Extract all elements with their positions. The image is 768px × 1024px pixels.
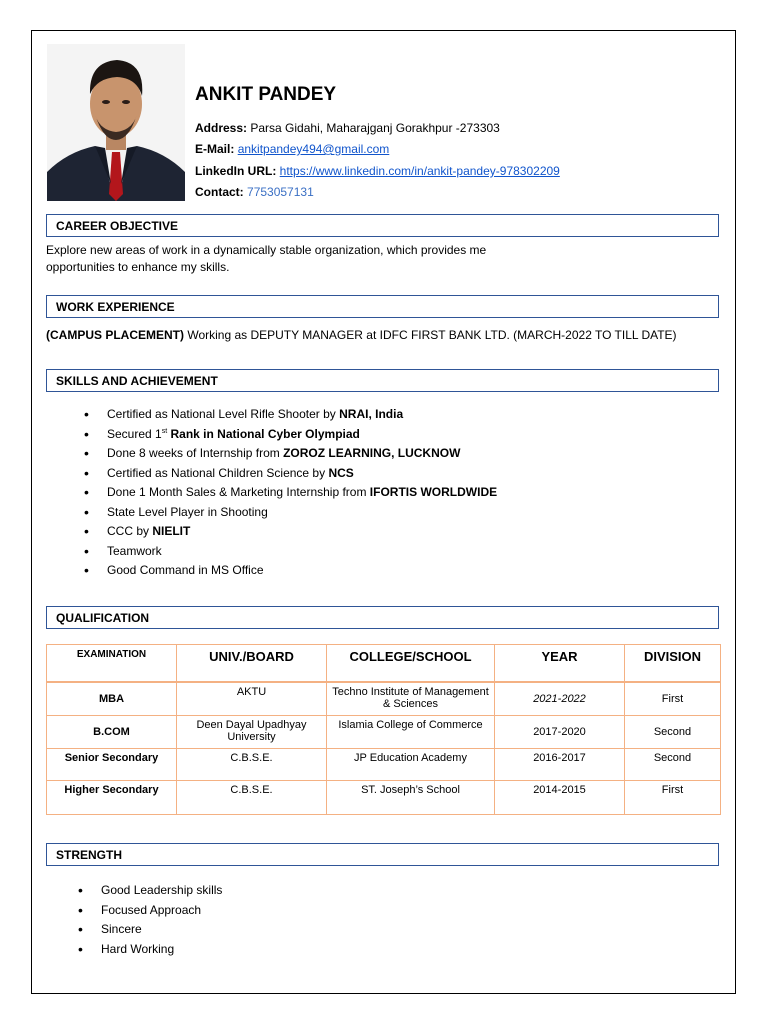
- strength-item: • Focused Approach: [78, 901, 222, 921]
- skill-item: • Done 1 Month Sales & Marketing Internship from IFORTIS WORLDWIDE: [84, 483, 497, 503]
- objective-line-2: opportunities to enhance my skills.: [46, 260, 230, 274]
- skills-header: [46, 369, 719, 392]
- strength-item: • Sincere: [78, 920, 222, 940]
- skills-title: SKILLS AND ACHIEVEMENT: [56, 374, 218, 388]
- table-row: Higher Secondary C.B.S.E. ST. Joseph’s School 2014-2015 First: [47, 780, 721, 814]
- column-header: EXAMINATION: [47, 645, 177, 683]
- candidate-name: ANKIT PANDEY: [195, 84, 337, 105]
- skills-list: [84, 405, 497, 581]
- skill-item: • Good Command in MS Office: [84, 561, 497, 581]
- address-line: [195, 121, 500, 135]
- career-objective-title: CAREER OBJECTIVE: [56, 219, 179, 233]
- qualification-table: [46, 644, 721, 815]
- objective-text: [46, 242, 486, 276]
- address-label: Address:: [195, 121, 248, 135]
- work-experience-header: [46, 295, 719, 318]
- column-header: COLLEGE/SCHOOL: [327, 645, 495, 683]
- skill-item: • Done 8 weeks of Internship from ZOROZ LEARNING, LUCKNOW: [84, 444, 497, 464]
- table-row: B.COM Deen Dayal Upadhyay University Islamia College of Commerce 2017-2020 Second: [47, 715, 721, 748]
- strength-item: • Hard Working: [78, 940, 222, 960]
- strength-header: [46, 843, 719, 866]
- objective-line-1: Explore new areas of work in a dynamically stable organization, which provides me: [46, 243, 487, 257]
- work-prefix: (CAMPUS PLACEMENT): [46, 328, 184, 342]
- career-objective-header: [46, 214, 719, 237]
- skill-item: • Secured 1st Rank in National Cyber Olympiad: [84, 425, 497, 445]
- email-label: E-Mail:: [195, 142, 235, 156]
- contact-phone: 7753057131: [247, 185, 314, 199]
- address-value: Parsa Gidahi, Maharajganj Gorakhpur -273303: [250, 121, 500, 135]
- linkedin-line: [195, 164, 560, 178]
- work-experience-title: WORK EXPERIENCE: [56, 300, 175, 314]
- profile-photo: [47, 44, 185, 201]
- column-header: YEAR: [495, 645, 625, 683]
- linkedin-link[interactable]: https://www.linkedin.com/in/ankit-pandey-978302209: [279, 164, 560, 178]
- skill-item: • Certified as National Children Science by NCS: [84, 464, 497, 484]
- column-header: UNIV./BOARD: [177, 645, 327, 683]
- table-header-row: [47, 645, 721, 683]
- contact-label: Contact:: [195, 185, 244, 199]
- contact-line: [195, 185, 314, 199]
- skill-item: • Certified as National Level Rifle Shooter by NRAI, India: [84, 405, 497, 425]
- email-line: [195, 142, 389, 156]
- table-row: Senior Secondary C.B.S.E. JP Education Academy 2016-2017 Second: [47, 748, 721, 780]
- work-experience-text: [46, 328, 677, 342]
- email-link[interactable]: ankitpandey494@gmail.com: [237, 142, 390, 156]
- skill-item: • State Level Player in Shooting: [84, 503, 497, 523]
- work-description: Working as DEPUTY MANAGER at IDFC FIRST BANK LTD. (MARCH-2022 TO TILL DATE): [184, 328, 677, 342]
- skill-item: • CCC by NIELIT: [84, 522, 497, 542]
- skill-item: • Teamwork: [84, 542, 497, 562]
- strength-item: • Good Leadership skills: [78, 881, 222, 901]
- column-header: DIVISION: [625, 645, 721, 683]
- strength-title: STRENGTH: [56, 848, 122, 862]
- qualification-title: QUALIFICATION: [56, 611, 150, 625]
- strength-list: [78, 881, 222, 959]
- linkedin-label: LinkedIn URL:: [195, 164, 277, 178]
- table-row: MBA AKTU Techno Institute of Management & Sciences 2021-2022 First: [47, 682, 721, 715]
- qualification-header: [46, 606, 719, 629]
